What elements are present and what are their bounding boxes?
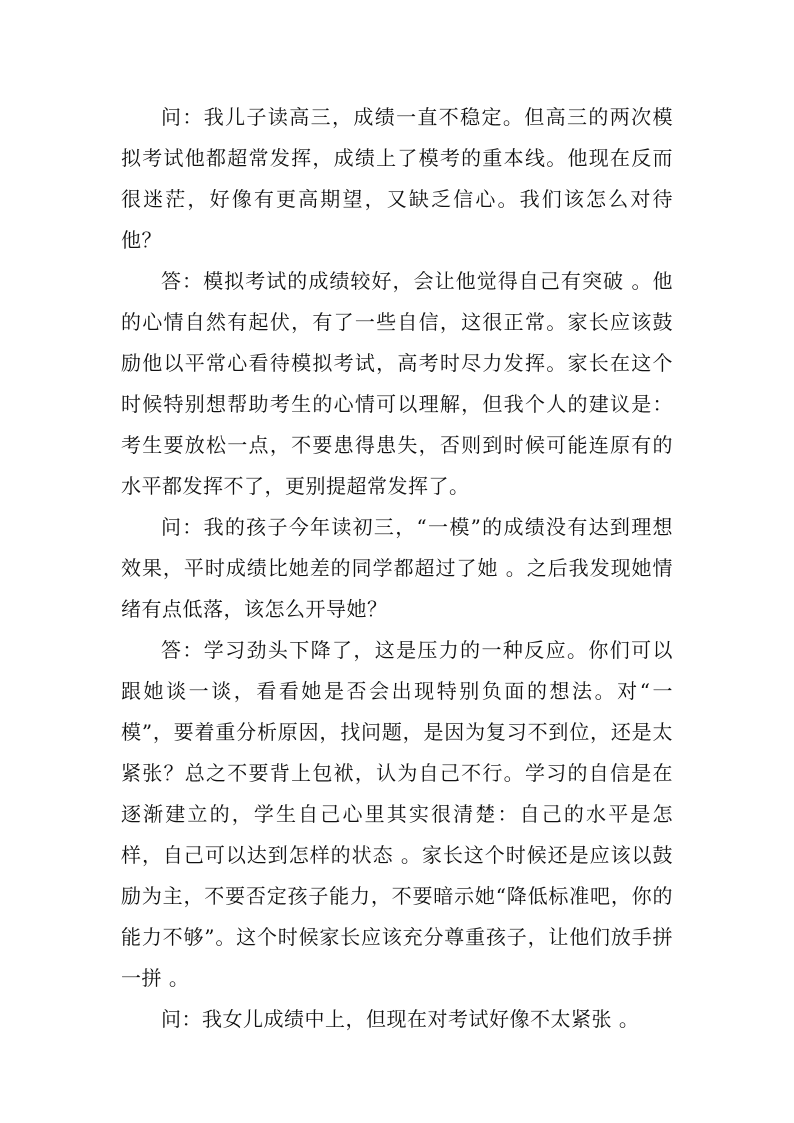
- answer-paragraph: 答：学习劲头下降了，这是压力的一种反应。你们可以跟她谈一谈，看看她是否会出现特别负面的想法。对“一模”，要着重分析原因，找问题，是因为复习不到位，还是太紧张？总之不要背上包袱，认为自己不行。学习的自信是在逐渐建立的，学生自己心里其实很清楚：自己的水平是怎样，自己可以达到怎样的状态 。家长这个时候还是应该以鼓励为主，不要否定孩子能力，不要暗示她“降低标准吧，你的能力不够”。这个时候家长应该充分尊重孩子，让他们放手拼一拼 。: [121, 638, 673, 990]
- question-paragraph: 问：我儿子读高三，成绩一直不稳定。但高三的两次模拟考试他都超常发挥，成绩上了模考的重本线。他现在反而很迷茫，好像有更高期望，又缺乏信心。我们该怎么对待他？: [121, 105, 673, 252]
- answer-paragraph: 答：模拟考试的成绩较好，会让他觉得自己有突破 。他的心情自然有起伏，有了一些自信，这很正常。家长应该鼓励他以平常心看待模拟考试，高考时尽力发挥。家长在这个时候特别想帮助考生的心情可以理解，但我个人的建议是：考生要放松一点，不要患得患失，否则到时候可能连原有的水平都发挥不了，更别提超常发挥了。: [121, 269, 673, 498]
- document-body: [121, 97, 673, 1040]
- question-paragraph: 问：我女儿成绩中上，但现在对考试好像不太紧张 。: [161, 1007, 640, 1031]
- question-paragraph: 问：我的孩子今年读初三，“一模”的成绩没有达到理想效果，平时成绩比她差的同学都超过了她 。之后我发现她情绪有点低落，该怎么开导她？: [121, 515, 673, 621]
